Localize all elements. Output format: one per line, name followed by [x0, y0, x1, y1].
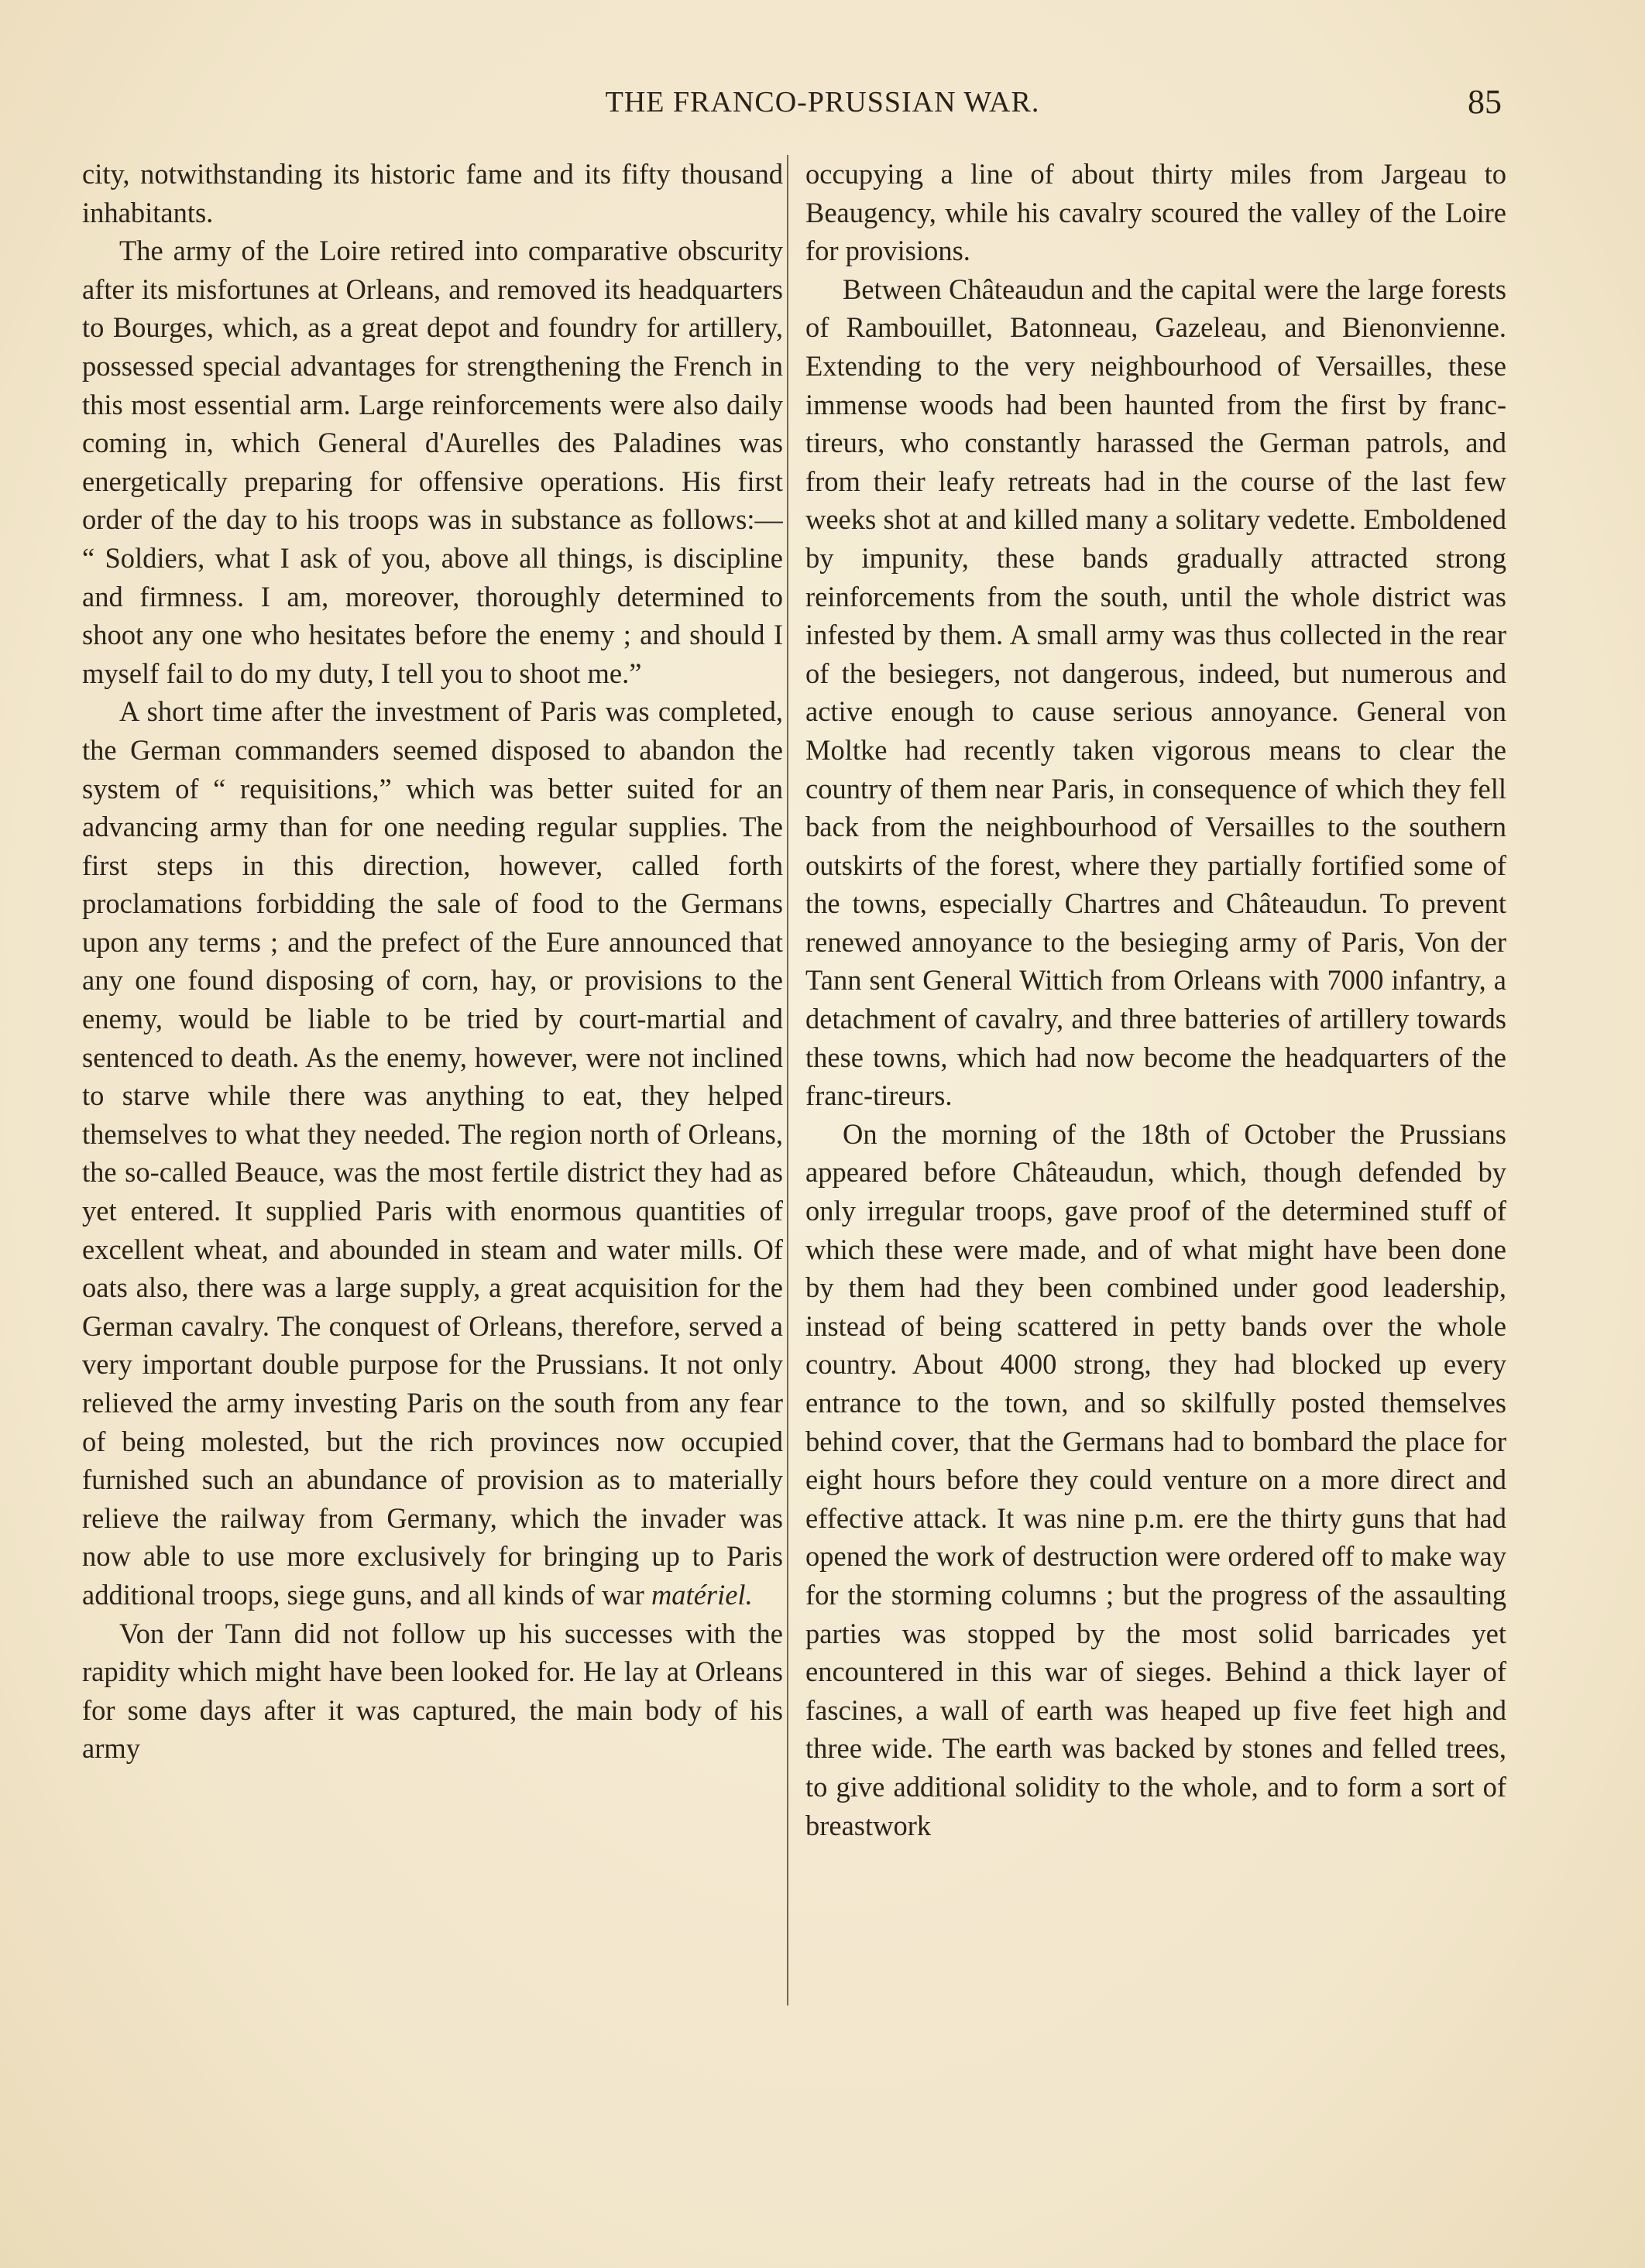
page-number: 85: [1468, 83, 1502, 121]
italic-term: matériel.: [651, 1578, 753, 1611]
paragraph: Von der Tann did not follow up his successes with the rapidity which might have been looked for. He lay at Orleans for some days after it was captured, the main body of his army: [82, 1617, 783, 1765]
paragraph: city, notwithstanding its historic fame and its fifty thousand inhabitants.: [82, 158, 783, 228]
left-column: [82, 155, 783, 2168]
paragraph: Between Châteaudun and the capital were the large forests of Rambouillet, Batonneau, Gazeleau, and Bienonvienne. Extending to the very neighbourhood of Versailles, these immense woods had been haunted from the first by franc-tireurs, who constantly harassed the German patrols, and from their leafy retreats had in the course of the last few weeks shot at and killed many a solitary vedette. Emboldened by impunity, these bands gradually attracted strong reinforcements from the south, until the whole district was infested by them. A small army was thus collected in the rear of the besiegers, not dangerous, indeed, but numerous and active enough to cause serious annoyance. General von Moltke had recently taken vigorous means to clear the country of them near Paris, in consequence of which they fell back from the neighbourhood of Versailles to the southern outskirts of the forest, where they partially fortified some of the towns, especially Chartres and Châteaudun. To prevent renewed annoyance to the besieging army of Paris, Von der Tann sent General Wittich from Orleans with 7000 infantry, a detachment of cavalry, and three batteries of artillery towards these towns, which had now become the headquarters of the franc-tireurs.: [805, 273, 1506, 1112]
paragraph: The army of the Loire retired into comparative obscurity after its misfortunes at Orleans, and removed its headquarters to Bourges, which, as a great depot and foundry for artillery, possessed special advantages for strengthening the French in this most essential arm. Large reinforcements were also daily coming in, which General d'Aurelles des Paladines was energetically preparing for offensive operations. His first order of the day to his troops was in substance as follows:— “ Soldiers, what I ask of you, above all things, is discipline and firmness. I am, moreover, thoroughly determined to shoot any one who hesitates before the enemy ; and should I myself fail to do my duty, I tell you to shoot me.”: [82, 235, 783, 689]
paragraph-text: A short time after the investment of Paris was completed, the German commanders seemed disposed to abandon the system of “ requisitions,” which was better suited for an advancing army than for one needing regular supplies. The first steps in this direction, however, called forth proclamations forbidding the sale of food to the Germans upon any terms ; and the prefect of the Eure announced that any one found disposing of corn, hay, or provisions to the enemy, would be liable to be tried by court-martial and sentenced to death. As the enemy, however, were not inclined to starve while there was anything to eat, they helped themselves to what they needed. The region north of Orleans, the so-called Beauce, was the most fertile district they had as yet entered. It supplied Paris with enormous quantities of excellent wheat, and abounded in steam and water mills. Of oats also, there was a large supply, a great acquisition for the German cavalry. The conquest of Orleans, therefore, served a very important double purpose for the Prussians. It not only relieved the army investing Paris on the south from any fear of being molested, but the rich provinces now occupied furnished such an abundance of provision as to materially relieve the railway from Germany, which the invader was now able to use more exclusively for bringing up to Paris additional troops, siege guns, and all kinds of war: [82, 695, 783, 1611]
right-column: [805, 155, 1506, 2168]
running-title: THE FRANCO-PRUSSIAN WAR.: [605, 86, 1040, 118]
paragraph: occupying a line of about thirty miles from Jargeau to Beaugency, while his cavalry scoured the valley of the Loire for provisions.: [805, 158, 1506, 267]
paragraph: [82, 692, 783, 1614]
column-divider: [787, 155, 788, 2006]
paragraph: On the morning of the 18th of October the Prussians appeared before Châteaudun, which, though defended by only irregular troops, gave proof of the determined stuff of which these were made, and of what might have been done by them had they been combined under good leadership, instead of being scattered in petty bands over the whole country. About 4000 strong, they had blocked up every entrance to the town, and so skilfully posted themselves behind cover, that the Germans had to bombard the place for eight hours before they could venture on a more direct and effective attack. It was nine p.m. ere the thirty guns that had opened the work of destruction were ordered off to make way for the storming columns ; but the progress of the assaulting parties was stopped by the most solid barricades yet encountered in this war of sieges. Behind a thick layer of fascines, a wall of earth was heaped up five feet high and three wide. The earth was backed by stones and felled trees, to give additional solidity to the whole, and to form a sort of breastwork: [805, 1117, 1506, 1841]
running-head: [0, 85, 1645, 132]
